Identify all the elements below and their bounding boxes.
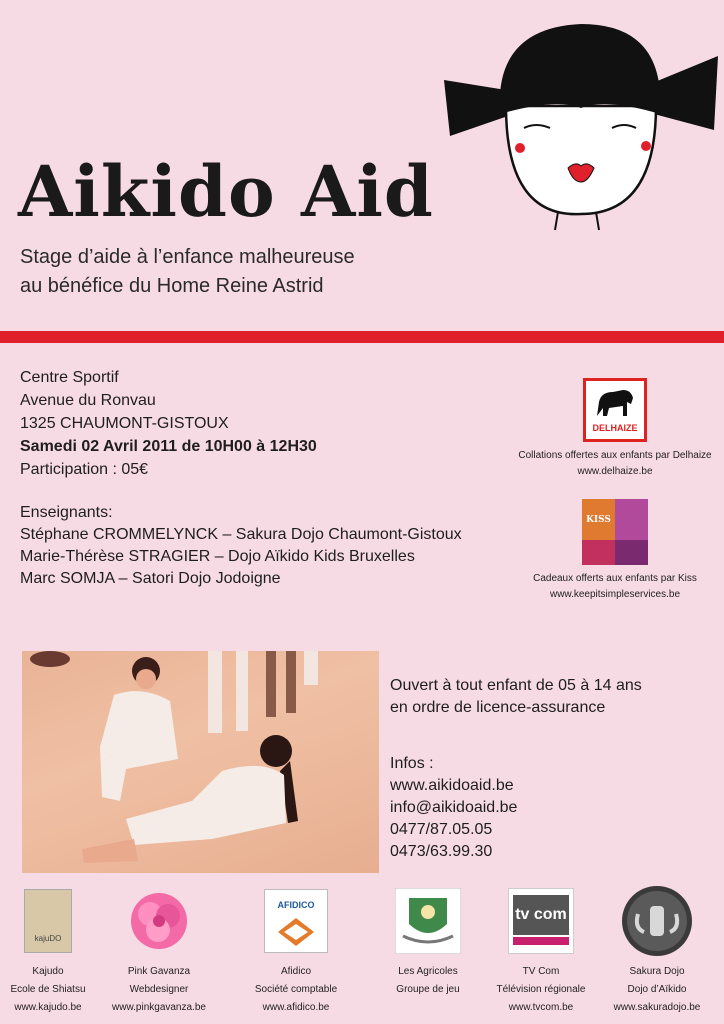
delhaize-logo-text: DELHAIZE bbox=[592, 423, 638, 433]
teachers-heading: Enseignants: bbox=[20, 504, 113, 521]
event-details bbox=[20, 366, 317, 481]
partner-les-agricoles bbox=[368, 885, 488, 999]
peony-flower-icon bbox=[99, 885, 219, 957]
afidico-logo-text: AFIDICO bbox=[277, 900, 315, 910]
audience-line-2: en ordre de licence-assurance bbox=[390, 699, 606, 716]
partner-name: TV Com bbox=[522, 966, 560, 977]
partner-sakura-dojo bbox=[597, 885, 717, 1017]
partner-role: Webdesigner bbox=[129, 984, 189, 995]
partner-pink-gavanza bbox=[99, 885, 219, 1017]
partner-name: Sakura Dojo bbox=[629, 966, 685, 977]
tvcom-logo-text: tv com bbox=[513, 895, 569, 935]
partner-role: Dojo d’Aïkido bbox=[627, 984, 687, 995]
phone-2: 0473/63.99.30 bbox=[390, 843, 493, 860]
website-link[interactable]: www.aikidoaid.be bbox=[390, 777, 514, 794]
venue: Centre Sportif bbox=[20, 369, 119, 386]
event-date: Samedi 02 Avril 2011 de 10H00 à 12H30 bbox=[20, 438, 317, 455]
sponsor-url: www.keepitsimpleservices.be bbox=[549, 589, 681, 600]
subtitle-line-1: Stage d’aide à l’enfance malheureuse bbox=[20, 246, 355, 268]
phone-1: 0477/87.05.05 bbox=[390, 821, 493, 838]
partner-name: Afidico bbox=[280, 966, 311, 977]
partner-afidico bbox=[236, 885, 356, 1017]
girl-illustration bbox=[436, 18, 724, 233]
sponsor-url: www.delhaize.be bbox=[577, 466, 653, 477]
page-title: Aikido Aid bbox=[18, 150, 434, 233]
partner-name: Pink Gavanza bbox=[127, 966, 191, 977]
partner-url: www.sakuradojo.be bbox=[613, 1002, 701, 1013]
teacher-item: Marie-Thérèse STRAGIER – Dojo Aïkido Kids Bruxelles bbox=[20, 548, 415, 565]
subtitle-line-2: au bénéfice du Home Reine Astrid bbox=[20, 275, 324, 297]
tvcom-logo-icon bbox=[481, 885, 601, 957]
red-divider bbox=[0, 331, 724, 343]
tsuba-emblem-icon bbox=[597, 885, 717, 957]
sponsor-caption: Collations offertes aux enfants par Delhaize bbox=[518, 450, 712, 461]
audience-section bbox=[390, 675, 642, 719]
kiss-logo-icon bbox=[582, 499, 648, 565]
sponsor-caption: Cadeaux offerts aux enfants par Kiss bbox=[533, 573, 697, 584]
partner-url: www.afidico.be bbox=[262, 1002, 330, 1013]
price: Participation : 05€ bbox=[20, 461, 149, 478]
infos-heading: Infos : bbox=[390, 755, 434, 772]
delhaize-logo-icon bbox=[583, 378, 647, 442]
partner-role: Télévision régionale bbox=[496, 984, 586, 995]
street: Avenue du Ronvau bbox=[20, 392, 156, 409]
partner-role: Ecole de Shiatsu bbox=[10, 984, 86, 995]
kiss-logo-text: KISS bbox=[586, 514, 611, 525]
partner-name: Les Agricoles bbox=[398, 966, 458, 977]
subtitle bbox=[20, 243, 355, 301]
afidico-logo-icon bbox=[236, 885, 356, 957]
partner-role: Société comptable bbox=[254, 984, 338, 995]
agricoles-crest-icon bbox=[368, 885, 488, 957]
email-link[interactable]: info@aikidoaid.be bbox=[390, 799, 518, 816]
teachers-section bbox=[20, 502, 462, 590]
partner-url: www.pinkgavanza.be bbox=[112, 1002, 206, 1013]
kajudo-logo-text: kajuDO bbox=[34, 934, 62, 943]
contact-info bbox=[390, 753, 517, 863]
partner-name: Kajudo bbox=[32, 966, 64, 977]
partner-tv-com bbox=[481, 885, 601, 1017]
sponsor-delhaize bbox=[505, 378, 724, 480]
children-aikido-photo bbox=[22, 651, 379, 873]
partner-url: www.tvcom.be bbox=[508, 1002, 574, 1013]
audience-line-1: Ouvert à tout enfant de 05 à 14 ans bbox=[390, 677, 642, 694]
city: 1325 CHAUMONT-GISTOUX bbox=[20, 415, 229, 432]
partner-kajudo bbox=[0, 885, 108, 1017]
teacher-item: Stéphane CROMMELYNCK – Sakura Dojo Chaumont-Gistoux bbox=[20, 526, 462, 543]
partner-url: www.kajudo.be bbox=[14, 1002, 82, 1013]
sponsor-kiss bbox=[505, 499, 724, 603]
partner-role: Groupe de jeu bbox=[396, 984, 460, 995]
kajudo-logo-icon bbox=[0, 885, 108, 957]
teacher-item: Marc SOMJA – Satori Dojo Jodoigne bbox=[20, 570, 281, 587]
